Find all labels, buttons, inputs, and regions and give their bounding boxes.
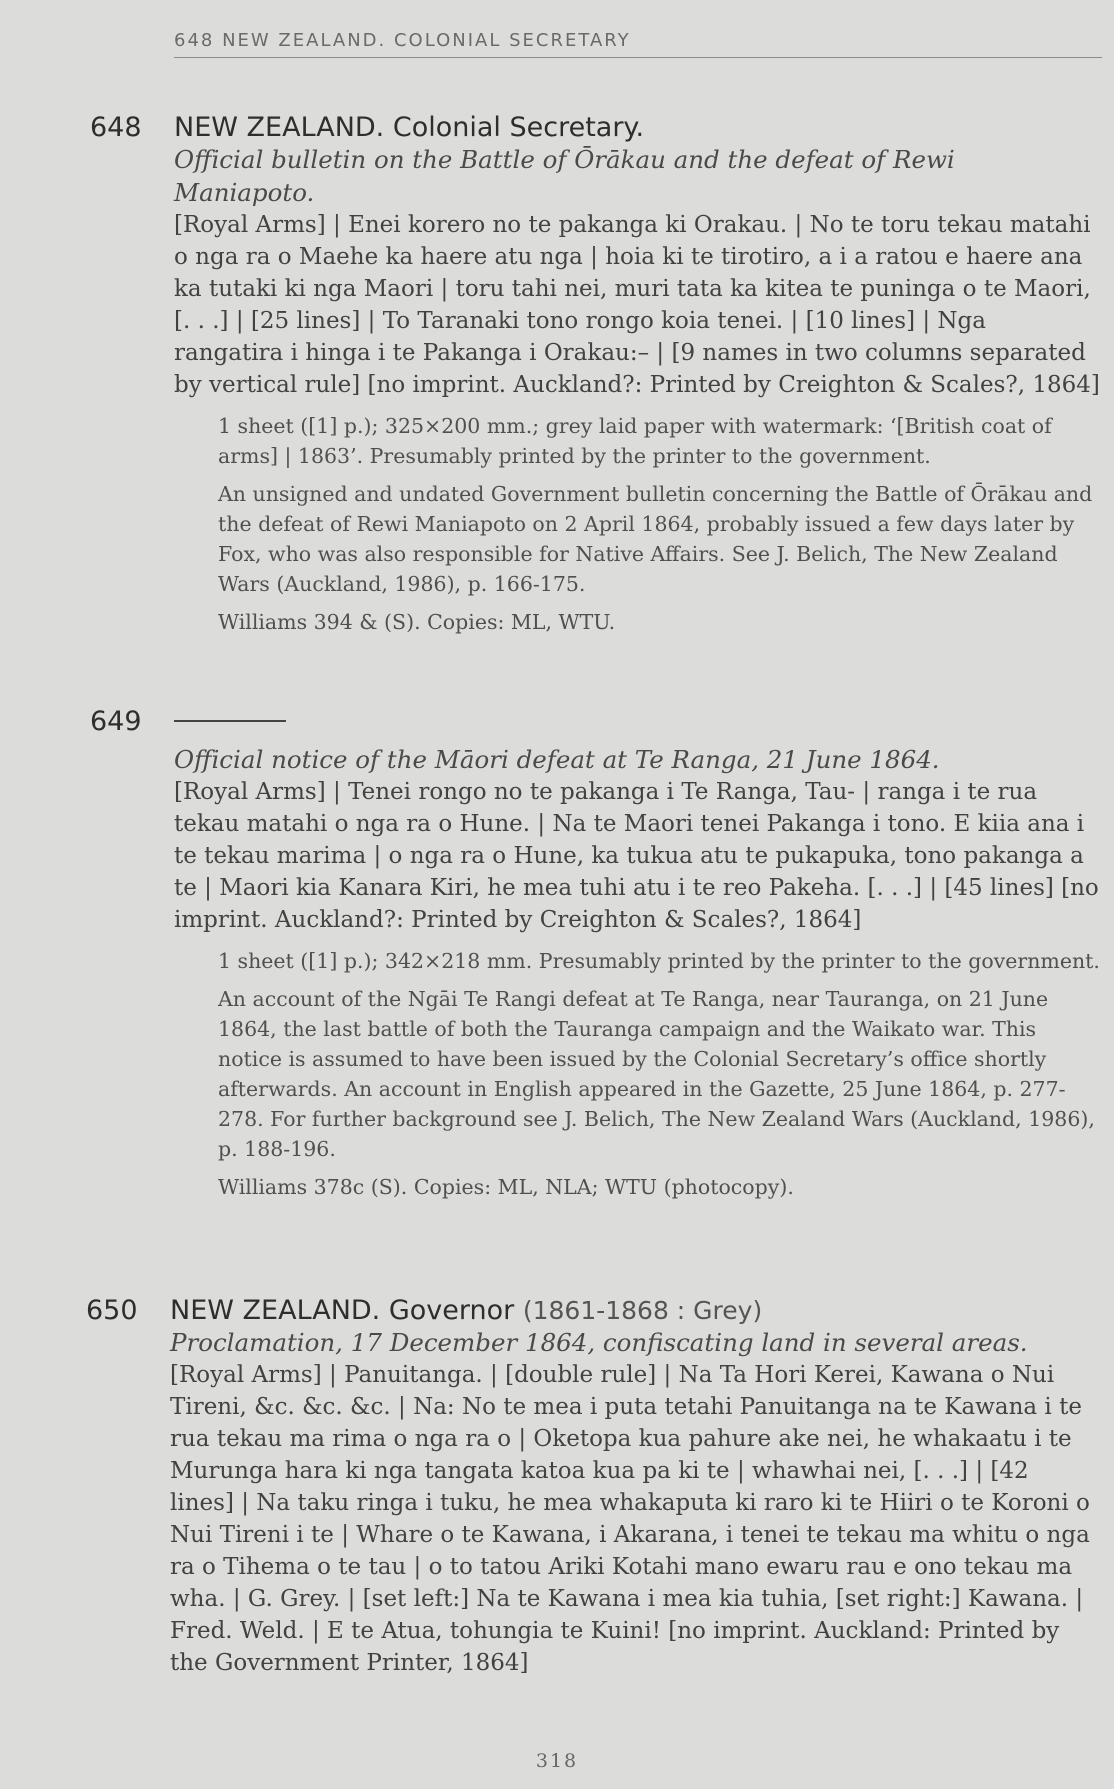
page-number: 318 — [535, 1750, 579, 1772]
entry-author: NEW ZEALAND. Colonial Secretary. — [174, 112, 645, 143]
entry-number: 648 — [90, 112, 142, 143]
entry-heading — [90, 112, 1100, 143]
repeat-author-rule — [174, 720, 286, 722]
entry-physical-description: 1 sheet ([1] p.); 342×218 mm. Presumably printed by the printer to the government. — [218, 949, 1100, 973]
entry-note: An unsigned and undated Government bulletin concerning the Battle of Ōrākau and the defeat of Rewi Maniapoto on 2 April 1864, probably issued a few days later by Fox, who was also responsible for Native Affairs. See J. Belich, The New Zealand Wars (Auckland, 1986), p. 166-175. — [218, 482, 1093, 596]
entry-transcription: [Royal Arms] | Panuitanga. | [double rule] | Na Ta Hori Kerei, Kawana o Nui Tireni, &c. &c. &c. | Na: No te mea i puta tetahi Panuitanga na te Kawana i te rua tekau ma rima o nga ra o | Oketopa kua pahure ake nei, he whakaatu i te Murunga hara ki nga tangata katoa kua pa ki te | whawhai nei, [. . .] | [42 lines] | Na taku ringa i tuku, he mea whakaputa ki raro ki te Hiiri o te Koroni o Nui Tireni i te | Whare o te Kawana, i Akarana, i tenei te tekau ma whitu o nga ra o Tihema o te tau | o to tatou Ariki Kotahi mano ewaru rau e ono tekau ma wha. | G. Grey. | [set left:] Na te Kawana i mea kia tuhia, [set right:] Kawana. | Fred. Weld. | E te Atua, tohungia te Kuini! [no imprint. Auckland: Printed by the Government Printer, 1864] — [170, 1362, 1090, 1676]
entry-heading — [86, 1295, 1096, 1326]
entry-physical-description: 1 sheet ([1] p.); 325×200 mm.; grey laid paper with watermark: ‘[British coat of arms] | 1863’. Presumably printed by the printer to the government. — [218, 414, 1052, 468]
entry-heading — [90, 706, 1100, 737]
entry-transcription: [Royal Arms] | Tenei rongo no te pakanga i Te Ranga, Tau- | ranga i te rua tekau matahi o nga ra o Hune. | Na te Maori tenei Pakanga i tono. E kiia ana i te tekau marima | o nga ra o Hune, ka tukua atu te pukapuka, tono pakanga a te | Maori kia Kanara Kiri, he mea tuhi atu i te reo Pakeha. [. . .] | [45 lines] [no imprint. Auckland?: Printed by Creighton & Scales?, 1864] — [174, 779, 1099, 933]
entry-650 — [86, 1295, 1096, 1679]
entry-title: Official bulletin on the Battle of Ōrākau and the defeat of Rewi Maniapoto. — [174, 145, 955, 207]
entry-author: NEW ZEALAND. Governor — [170, 1295, 515, 1326]
running-head: 648 NEW ZEALAND. COLONIAL SECRETARY — [174, 30, 1102, 58]
entry-reference: Williams 378c (S). Copies: ML, NLA; WTU (photocopy). — [218, 1175, 794, 1199]
entry-number: 649 — [90, 706, 142, 737]
entry-649 — [90, 706, 1100, 1210]
entry-note: An account of the Ngāi Te Rangi defeat at Te Ranga, near Tauranga, on 21 June 1864, the last battle of both the Tauranga campaign and the Waikato war. This notice is assumed to have been issued by the Colonial Secretary’s office shortly afterwards. An account in English appeared in the Gazette, 25 June 1864, p. 277-278. For further background see J. Belich, The New Zealand Wars (Auckland, 1986), p. 188-196. — [218, 987, 1095, 1161]
entry-author-dates: (1861-1868 : Grey) — [522, 1296, 763, 1325]
entry-648 — [90, 112, 1100, 645]
entry-transcription: [Royal Arms] | Enei korero no te pakanga ki Orakau. | No te toru tekau matahi o nga ra o Maehe ka haere atu nga | hoia ki te tirotiro, a i a ratou e haere ana ka tutaki ki nga Maori | toru tahi nei, muri tata ka kitea te puninga o te Maori, [. . .] | [25 lines] | To Taranaki tono rongo koia tenei. | [10 lines] | Nga rangatira i hinga i te Pakanga i Orakau:– | [9 names in two columns separated by vertical rule] [no imprint. Auckland?: Printed by Creighton & Scales?, 1864] — [174, 212, 1100, 398]
entry-number: 650 — [86, 1295, 138, 1326]
entry-title: Official notice of the Māori defeat at Te Ranga, 21 June 1864. — [174, 745, 940, 774]
entry-title: Proclamation, 17 December 1864, confiscating land in several areas. — [170, 1328, 1028, 1357]
entry-reference: Williams 394 & (S). Copies: ML, WTU. — [218, 610, 616, 634]
